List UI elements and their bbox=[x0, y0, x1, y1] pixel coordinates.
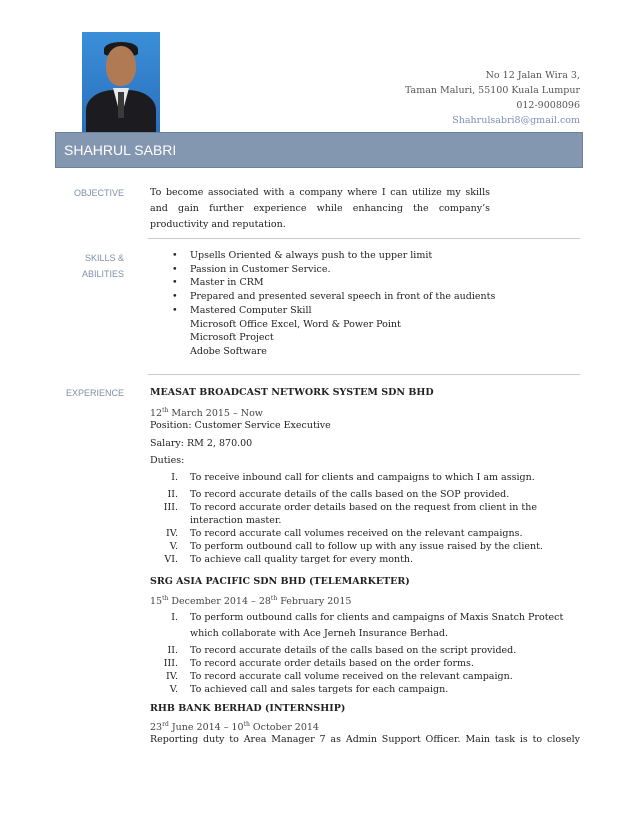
phone-number: 012-9008096 bbox=[516, 100, 580, 111]
job-summary: Reporting duty to Area Manager 7 as Admin Support Officer. Main task is to closely bbox=[150, 734, 580, 745]
list-item: IV. To record accurate call volume received on the relevant campaign. bbox=[166, 671, 513, 682]
list-item: II. To record accurate details of the calls based on the SOP provided. bbox=[167, 489, 510, 500]
list-item: Microsoft Project bbox=[190, 332, 274, 344]
list-item: IV. To record accurate call volumes received on the relevant campaigns. bbox=[166, 528, 523, 539]
job-position: Position: Customer Service Executive bbox=[150, 420, 331, 431]
duties-list bbox=[150, 471, 570, 566]
list-item: • Prepared and presented several speech in front of the audients bbox=[150, 290, 495, 304]
profile-photo bbox=[82, 32, 160, 133]
list-item: III. To record accurate order details based on the order forms. bbox=[163, 658, 474, 669]
contact-block bbox=[405, 68, 580, 128]
duties-list bbox=[150, 610, 570, 696]
list-item: V. To achieved call and sales targets for each campaign. bbox=[169, 684, 449, 695]
list-item: Microsoft Office Excel, Word & Power Point bbox=[190, 318, 401, 330]
skills-list bbox=[150, 249, 495, 359]
list-item: • Master in CRM bbox=[150, 276, 495, 290]
job-duties-label: Duties: bbox=[150, 455, 185, 466]
list-item: • Upsells Oriented & always push to the upper limit bbox=[150, 249, 495, 263]
list-item: • Mastered Computer Skill bbox=[150, 304, 495, 318]
job-date: 23rd June 2014 – 10th October 2014 bbox=[150, 721, 319, 734]
section-label-skills: SKILLS & ABILITIES bbox=[81, 253, 124, 279]
candidate-name: SHAHRUL SABRI bbox=[64, 142, 177, 158]
divider bbox=[148, 238, 580, 239]
list-item: V. To perform outbound call to follow up with any issue raised by the client. bbox=[169, 541, 543, 552]
list-item: II. To record accurate details of the calls based on the script provided. bbox=[167, 645, 517, 656]
list-item: • Passion in Customer Service. bbox=[150, 263, 495, 277]
address-line-2: Taman Maluri, 55100 Kuala Lumpur bbox=[404, 85, 580, 96]
job-company: SRG ASIA PACIFIC SDN BHD (TELEMARKETER) bbox=[150, 576, 410, 587]
list-item: Adobe Software bbox=[190, 345, 267, 357]
list-item: I. To perform outbound calls for clients and campaigns of Maxis Snatch Protect which collaborate with Ace Jerneh Insurance Berhad. bbox=[171, 612, 564, 639]
job-company: RHB BANK BERHAD (INTERNSHIP) bbox=[150, 703, 346, 714]
name-banner bbox=[55, 132, 583, 168]
job-date: 15th December 2014 – 28th February 2015 bbox=[150, 595, 352, 608]
list-item: I. To receive inbound call for clients and campaigns to which I am assign. bbox=[171, 472, 535, 483]
list-item: VI. To achieve call quality target for every month. bbox=[164, 554, 414, 565]
job-salary: Salary: RM 2, 870.00 bbox=[150, 438, 253, 449]
list-item: III. To record accurate order details based on the request from client in the interaction master. bbox=[163, 502, 537, 526]
address-line-1: No 12 Jalan Wira 3, bbox=[485, 70, 580, 81]
section-label-experience: EXPERIENCE bbox=[65, 388, 124, 398]
email-link[interactable]: Shahrulsabri8@gmail.com bbox=[452, 115, 580, 126]
divider bbox=[148, 374, 580, 375]
section-label-objective: OBJECTIVE bbox=[73, 188, 124, 198]
objective-text: To become associated with a company where I can utilize my skills and gain further experience while enhancing the company’s productivity and reputation. bbox=[150, 187, 490, 230]
job-date: 12th March 2015 – Now bbox=[150, 407, 263, 420]
job-company: MEASAT BROADCAST NETWORK SYSTEM SDN BHD bbox=[150, 387, 434, 398]
